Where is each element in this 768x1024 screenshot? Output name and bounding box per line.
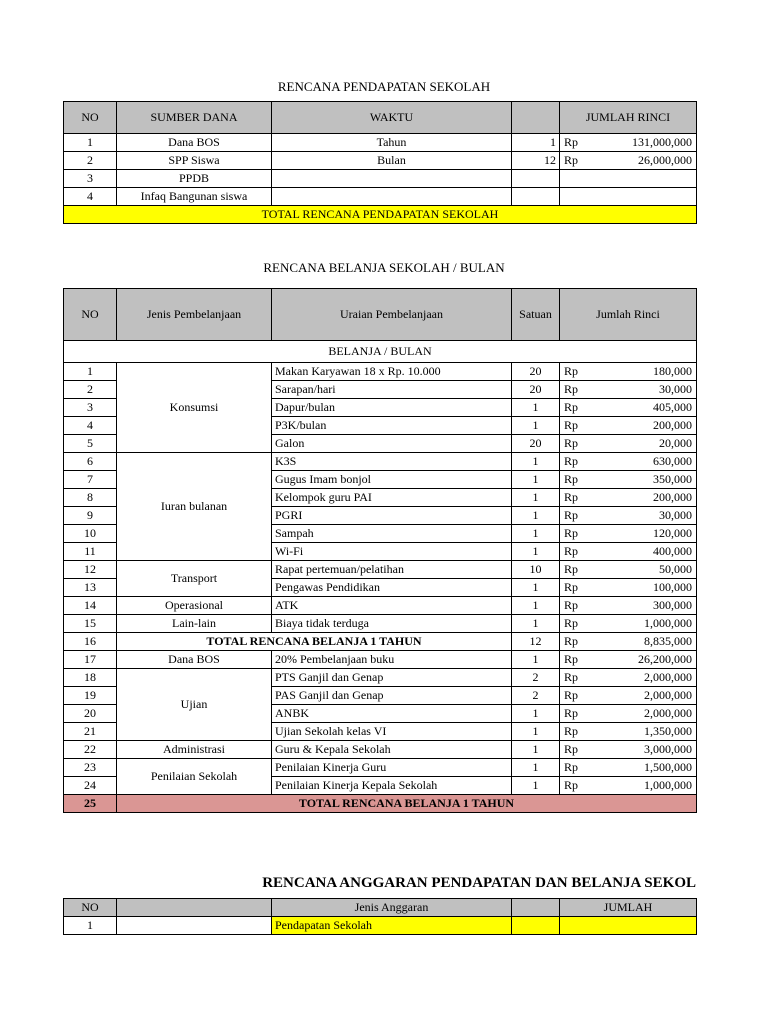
pendapatan-table: [63, 101, 697, 224]
jumlah-cell: [560, 705, 697, 723]
belanja-title: RENCANA BELANJA SEKOLAH / BULAN: [263, 260, 505, 275]
currency-label: Rp: [564, 760, 579, 774]
row-blank: [117, 917, 272, 935]
row-satuan: 1: [512, 134, 560, 152]
currency-label: Rp: [564, 670, 579, 684]
jumlah-cell: [560, 363, 697, 381]
row-satuan: 1: [512, 525, 560, 543]
header-blank: [512, 102, 560, 134]
row-no: 4: [64, 188, 117, 206]
row-no: 6: [64, 453, 117, 471]
jumlah-cell: [560, 170, 697, 188]
jumlah-cell: [560, 741, 697, 759]
row-no: 13: [64, 579, 117, 597]
row-satuan: 1: [512, 705, 560, 723]
header-blank: [117, 899, 272, 917]
table-row: [64, 741, 697, 759]
row-satuan: 1: [512, 741, 560, 759]
row-blank: [512, 917, 560, 935]
row-satuan: 20: [512, 381, 560, 399]
row-uraian: Kelompok guru PAI: [272, 489, 512, 507]
row-uraian: PGRI: [272, 507, 512, 525]
jumlah-cell: [560, 651, 697, 669]
jumlah-cell: [560, 543, 697, 561]
row-waktu: Bulan: [272, 152, 512, 170]
amount-value: 8,835,000: [644, 634, 692, 648]
currency-label: Rp: [564, 778, 579, 792]
row-waktu: Tahun: [272, 134, 512, 152]
row-no: 14: [64, 597, 117, 615]
row-uraian: Pengawas Pendidikan: [272, 579, 512, 597]
row-satuan: 1: [512, 759, 560, 777]
row-no: 4: [64, 417, 117, 435]
jumlah-cell: [560, 669, 697, 687]
currency-label: Rp: [564, 436, 579, 450]
currency-label: Rp: [564, 598, 579, 612]
row-no: 19: [64, 687, 117, 705]
currency-label: Rp: [564, 652, 579, 666]
row-no: 15: [64, 615, 117, 633]
row-satuan: 2: [512, 669, 560, 687]
amount-value: 2,000,000: [644, 706, 692, 720]
row-uraian: Makan Karyawan 18 x Rp. 10.000: [272, 363, 512, 381]
jenis-pembelanjaan-konsumsi: Konsumsi: [117, 363, 272, 453]
row-uraian: Penilaian Kinerja Kepala Sekolah: [272, 777, 512, 795]
table-row: [64, 134, 697, 152]
row-satuan: 1: [512, 489, 560, 507]
row-uraian: Ujian Sekolah kelas VI: [272, 723, 512, 741]
header-uraian-pembelanjaan: Uraian Pembelanjaan: [272, 289, 512, 341]
row-uraian: K3S: [272, 453, 512, 471]
jenis-pembelanjaan-penilaian: Penilaian Sekolah: [117, 759, 272, 795]
jumlah-cell: [560, 615, 697, 633]
row-uraian: Sampah: [272, 525, 512, 543]
table-row: [64, 363, 697, 381]
currency-label: Rp: [564, 472, 579, 486]
row-no: 22: [64, 741, 117, 759]
pendapatan-title: RENCANA PENDAPATAN SEKOLAH: [277, 79, 491, 94]
table-row: [64, 453, 697, 471]
row-uraian: PTS Ganjil dan Genap: [272, 669, 512, 687]
currency-label: Rp: [564, 562, 579, 576]
amount-value: 2,000,000: [644, 670, 692, 684]
header-blank: [512, 899, 560, 917]
jumlah-cell: [560, 597, 697, 615]
row-satuan: 2: [512, 687, 560, 705]
row-uraian: Sarapan/hari: [272, 381, 512, 399]
amount-value: 26,000,000: [638, 153, 692, 167]
amount-value: 100,000: [653, 580, 692, 594]
row-jenis-anggaran: Pendapatan Sekolah: [272, 917, 512, 935]
currency-label: Rp: [564, 742, 579, 756]
currency-label: Rp: [564, 580, 579, 594]
amount-value: 1,350,000: [644, 724, 692, 738]
anggaran-title: RENCANA ANGGARAN PENDAPATAN DAN BELANJA SEKOL: [262, 875, 696, 891]
jenis-pembelanjaan-administrasi: Administrasi: [117, 741, 272, 759]
jumlah-cell: [560, 381, 697, 399]
currency-label: Rp: [564, 508, 579, 522]
table-row: [64, 152, 697, 170]
jenis-pembelanjaan-transport: Transport: [117, 561, 272, 597]
header-jumlah-rinci: Jumlah Rinci: [560, 289, 697, 341]
row-uraian: Guru & Kepala Sekolah: [272, 741, 512, 759]
table-row: [64, 651, 697, 669]
jumlah-cell: [560, 435, 697, 453]
header-no: NO: [64, 102, 117, 134]
row-no: 17: [64, 651, 117, 669]
row-uraian: P3K/bulan: [272, 417, 512, 435]
amount-value: 131,000,000: [632, 135, 692, 149]
jumlah-cell: [560, 134, 697, 152]
table-row: [64, 170, 697, 188]
total-row-no: 25: [64, 795, 117, 813]
jenis-pembelanjaan-operasional: Operasional: [117, 597, 272, 615]
jumlah-cell: [560, 399, 697, 417]
row-no: 1: [64, 917, 117, 935]
belanja-table: [63, 288, 697, 813]
belanja-total-row: [64, 795, 697, 813]
row-satuan: 1: [512, 723, 560, 741]
currency-label: Rp: [564, 724, 579, 738]
table-row: [64, 633, 697, 651]
row-satuan: 1: [512, 615, 560, 633]
amount-value: 400,000: [653, 544, 692, 558]
header-sumber-dana: SUMBER DANA: [117, 102, 272, 134]
row-no: 1: [64, 134, 117, 152]
row-no: 21: [64, 723, 117, 741]
row-no: 1: [64, 363, 117, 381]
row-no: 24: [64, 777, 117, 795]
pendapatan-total-row: [64, 206, 697, 224]
amount-value: 30,000: [659, 382, 692, 396]
total-belanja-label: TOTAL RENCANA BELANJA 1 TAHUN: [117, 795, 697, 813]
row-no: 5: [64, 435, 117, 453]
currency-label: Rp: [564, 616, 579, 630]
row-satuan: 1: [512, 453, 560, 471]
row-uraian: Gugus Imam bonjol: [272, 471, 512, 489]
row-uraian: 20% Pembelanjaan buku: [272, 651, 512, 669]
jumlah-cell: [560, 453, 697, 471]
amount-value: 1,000,000: [644, 778, 692, 792]
currency-label: Rp: [564, 526, 579, 540]
table-row: [64, 188, 697, 206]
row-satuan: 1: [512, 777, 560, 795]
row-no: 9: [64, 507, 117, 525]
anggaran-table: [63, 898, 697, 935]
amount-value: 26,200,000: [638, 652, 692, 666]
row-uraian: ATK: [272, 597, 512, 615]
row-satuan: 1: [512, 597, 560, 615]
row-satuan: 1: [512, 471, 560, 489]
row-waktu: [272, 170, 512, 188]
row-no: 8: [64, 489, 117, 507]
jumlah-cell: [560, 687, 697, 705]
row-no: 2: [64, 381, 117, 399]
amount-value: 630,000: [653, 454, 692, 468]
row-satuan: 1: [512, 399, 560, 417]
row-no: 7: [64, 471, 117, 489]
row-no: 16: [64, 633, 117, 651]
currency-label: Rp: [564, 418, 579, 432]
jumlah-cell: [560, 417, 697, 435]
currency-label: Rp: [564, 454, 579, 468]
jumlah-cell: [560, 188, 697, 206]
header-jenis-pembelanjaan: Jenis Pembelanjaan: [117, 289, 272, 341]
jumlah-cell: [560, 633, 697, 651]
row-uraian: Biaya tidak terduga: [272, 615, 512, 633]
amount-value: 1,500,000: [644, 760, 692, 774]
row-no: 18: [64, 669, 117, 687]
anggaran-header-row: [64, 899, 697, 917]
row-uraian: ANBK: [272, 705, 512, 723]
amount-value: 50,000: [659, 562, 692, 576]
jumlah-cell: [560, 507, 697, 525]
belanja-header-row: [64, 289, 697, 341]
row-satuan: 1: [512, 417, 560, 435]
jenis-pembelanjaan-lain: Lain-lain: [117, 615, 272, 633]
section-belanja-bulan: BELANJA / BULAN: [64, 341, 697, 363]
amount-value: 3,000,000: [644, 742, 692, 756]
anggaran-row: [64, 917, 697, 935]
row-sumber-dana: Dana BOS: [117, 134, 272, 152]
row-satuan: 1: [512, 579, 560, 597]
row-sumber-dana: Infaq Bangunan siswa: [117, 188, 272, 206]
header-no: NO: [64, 289, 117, 341]
jumlah-cell: [560, 489, 697, 507]
currency-label: Rp: [564, 153, 579, 167]
row-uraian: Dapur/bulan: [272, 399, 512, 417]
amount-value: 405,000: [653, 400, 692, 414]
table-row: [64, 615, 697, 633]
row-satuan: 1: [512, 507, 560, 525]
row-satuan: 10: [512, 561, 560, 579]
row-no: 3: [64, 170, 117, 188]
currency-label: Rp: [564, 688, 579, 702]
amount-value: 30,000: [659, 508, 692, 522]
pendapatan-header-row: [64, 102, 697, 134]
table-row: [64, 759, 697, 777]
amount-value: 2,000,000: [644, 688, 692, 702]
row-uraian: Galon: [272, 435, 512, 453]
jumlah-cell: [560, 561, 697, 579]
subtotal-label: TOTAL RENCANA BELANJA 1 TAHUN: [117, 633, 512, 651]
header-no: NO: [64, 899, 117, 917]
row-satuan: 20: [512, 363, 560, 381]
amount-value: 120,000: [653, 526, 692, 540]
jumlah-cell: [560, 525, 697, 543]
row-satuan: 1: [512, 543, 560, 561]
row-jumlah: [560, 917, 697, 935]
amount-value: 20,000: [659, 436, 692, 450]
row-sumber-dana: SPP Siswa: [117, 152, 272, 170]
table-row: [64, 561, 697, 579]
currency-label: Rp: [564, 364, 579, 378]
row-satuan: [512, 188, 560, 206]
row-no: 12: [64, 561, 117, 579]
amount-value: 200,000: [653, 418, 692, 432]
header-waktu: WAKTU: [272, 102, 512, 134]
currency-label: Rp: [564, 634, 579, 648]
section-row: [64, 341, 697, 363]
amount-value: 200,000: [653, 490, 692, 504]
row-uraian: Penilaian Kinerja Guru: [272, 759, 512, 777]
currency-label: Rp: [564, 382, 579, 396]
row-uraian: Wi-Fi: [272, 543, 512, 561]
row-no: 10: [64, 525, 117, 543]
row-waktu: [272, 188, 512, 206]
jumlah-cell: [560, 777, 697, 795]
row-no: 2: [64, 152, 117, 170]
row-satuan: [512, 170, 560, 188]
row-no: 20: [64, 705, 117, 723]
amount-value: 350,000: [653, 472, 692, 486]
row-no: 3: [64, 399, 117, 417]
jumlah-cell: [560, 579, 697, 597]
jumlah-cell: [560, 471, 697, 489]
jumlah-cell: [560, 152, 697, 170]
currency-label: Rp: [564, 135, 579, 149]
amount-value: 300,000: [653, 598, 692, 612]
header-jumlah-rinci: JUMLAH RINCI: [560, 102, 697, 134]
currency-label: Rp: [564, 544, 579, 558]
row-no: 11: [64, 543, 117, 561]
row-satuan: 12: [512, 152, 560, 170]
currency-label: Rp: [564, 400, 579, 414]
row-sumber-dana: PPDB: [117, 170, 272, 188]
currency-label: Rp: [564, 706, 579, 720]
row-uraian: PAS Ganjil dan Genap: [272, 687, 512, 705]
amount-value: 180,000: [653, 364, 692, 378]
jenis-pembelanjaan-ujian: Ujian: [117, 669, 272, 741]
jumlah-cell: [560, 723, 697, 741]
jenis-pembelanjaan-danabos: Dana BOS: [117, 651, 272, 669]
table-row: [64, 597, 697, 615]
header-jenis-anggaran: Jenis Anggaran: [272, 899, 512, 917]
row-satuan: 20: [512, 435, 560, 453]
amount-value: 1,000,000: [644, 616, 692, 630]
row-satuan: 1: [512, 651, 560, 669]
pendapatan-total-label: TOTAL RENCANA PENDAPATAN SEKOLAH: [64, 206, 697, 224]
jumlah-cell: [560, 759, 697, 777]
header-satuan: Satuan: [512, 289, 560, 341]
jenis-pembelanjaan-iuran: Iuran bulanan: [117, 453, 272, 561]
row-uraian: Rapat pertemuan/pelatihan: [272, 561, 512, 579]
table-row: [64, 669, 697, 687]
currency-label: Rp: [564, 490, 579, 504]
row-satuan: 12: [512, 633, 560, 651]
row-no: 23: [64, 759, 117, 777]
header-jumlah: JUMLAH: [560, 899, 697, 917]
